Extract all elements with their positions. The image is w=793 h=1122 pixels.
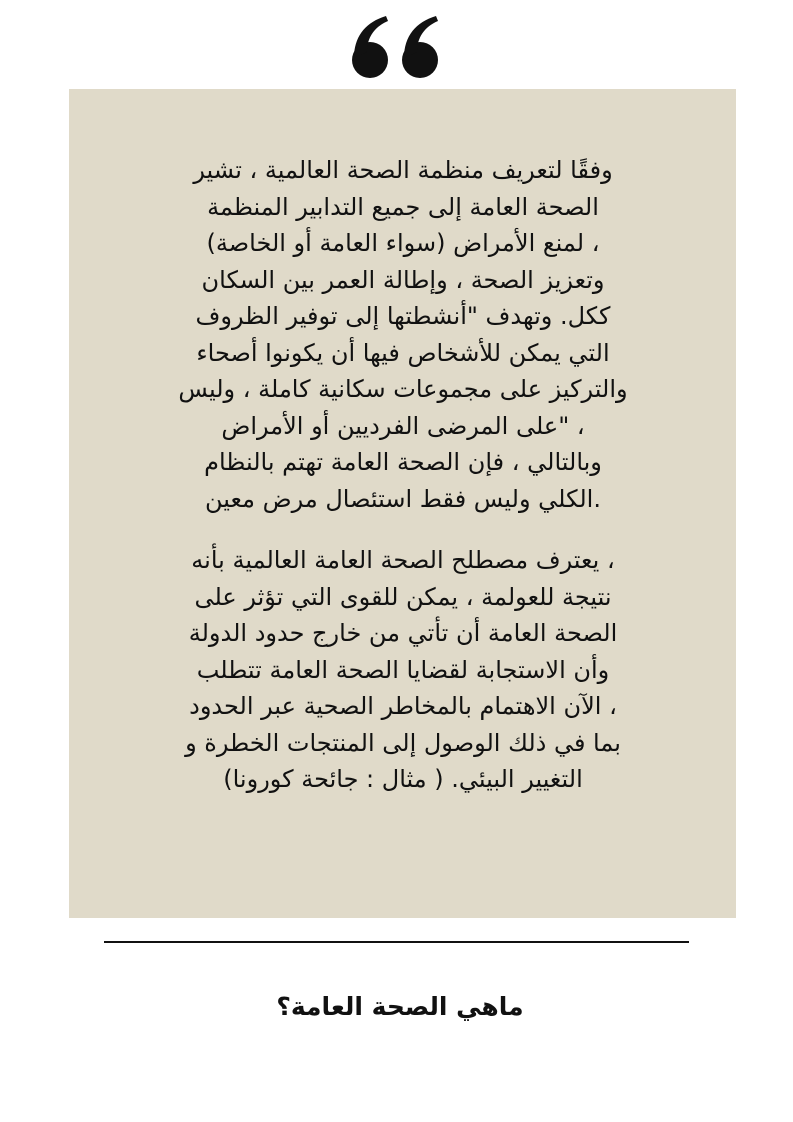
paragraph-line: التغيير البيئي. ( مثال : جائحة كورونا) [223,765,583,793]
quotation-mark-icon [350,14,442,80]
paragraph-line: ، لمنع الأمراض (سواء العامة أو الخاصة) [206,229,600,257]
paragraph-line: ككل. وتهدف "أنشطتها إلى توفير الظروف [195,302,611,330]
divider [104,941,689,943]
paragraph-line: ، الآن الاهتمام بالمخاطر الصحية عبر الحدود [189,692,617,720]
paragraph-line: التي يمكن للأشخاص فيها أن يكونوا أصحاء [196,338,610,367]
paragraph-line: نتيجة للعولمة ، يمكن للقوى التي تؤثر على [194,582,612,611]
paragraph-line: وفقًا لتعريف منظمة الصحة العالمية ، تشير [193,156,613,184]
paragraph-line: .الكلي وليس فقط استئصال مرض معين [205,484,601,513]
paragraph-line: وتعزيز الصحة ، وإطالة العمر بين السكان [201,265,605,294]
page-title: ماهي الصحة العامة؟ [276,992,524,1021]
paragraph-line: وبالتالي ، فإن الصحة العامة تهتم بالنظام [204,448,602,476]
paragraph-line: الصحة العامة إلى جميع التدابير المنظمة [207,192,599,221]
paragraph-line: والتركيز على مجموعات سكانية كاملة ، وليس [178,375,628,403]
paragraph-line: وأن الاستجابة لقضايا الصحة العامة تتطلب [196,655,610,684]
paragraph-line: الصحة العامة أن تأتي من خارج حدود الدولة [188,619,618,647]
paragraph-line: بما في ذلك الوصول إلى المنتجات الخطرة و [185,728,621,757]
paragraph-line: ، يعترف مصطلح الصحة العامة العالمية بأنه [191,546,615,574]
paragraph-global-health [118,542,688,798]
paragraph-definition [118,152,688,517]
paragraph-line: ، "على المرضى الفرديين أو الأمراض [221,411,585,440]
